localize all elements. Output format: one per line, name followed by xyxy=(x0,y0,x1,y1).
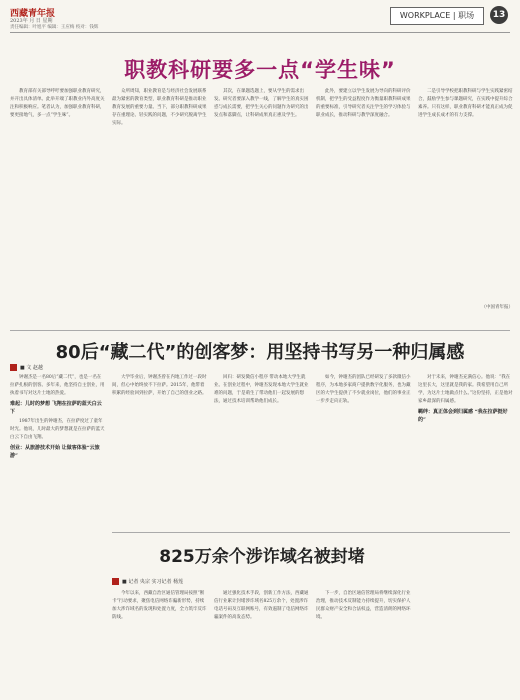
article1-column-3 xyxy=(214,88,309,324)
article3-author: ■ 记者 央宗 实习记者 杨莲 xyxy=(122,579,184,585)
article2-author: ■ 文 赵越 xyxy=(20,365,43,371)
headline-vocational-research: 职教科研要多一点“学生味” xyxy=(124,58,396,82)
section-tag: WORKPLACE | 职场 xyxy=(390,7,484,25)
pen-icon xyxy=(112,578,119,585)
article2-paragraph: 回归：研发微信小程序 带动本地大学生就业。在创业过程中，钟谢杰发现本地大学生就业难的问题，于是萌生了带动他们一起发展的想法，通过技术培训帮助他们成长。 xyxy=(214,375,309,404)
article3-column-1 xyxy=(112,590,207,692)
article2-paragraph: 1987年出生的钟谢杰，在拉萨度过了童年时光。他说，儿时最大的梦想就是在拉萨的蓝天白云下自由飞翔。 xyxy=(10,419,105,440)
masthead xyxy=(0,0,520,44)
article1-column-5 xyxy=(418,88,513,324)
headline-fraud-domains: 825万余个涉诈域名被封堵 xyxy=(159,547,365,567)
headline-maker-dream: 80后“藏二代”的创客梦：用坚持书写另一种归属感 xyxy=(55,342,465,363)
article2-subheading: 羁绊：真正体会到归属感 “我在拉萨挺好的” xyxy=(418,409,508,423)
article1-column-2 xyxy=(112,88,207,324)
article3-paragraph: 今年以来，西藏自治区通信管理局按照“断卡”行动要求，聚焦电信网络诈骗新形势，持续加大涉诈域名的发现和处置力度，全力筑牢反诈防线。 xyxy=(112,591,207,620)
article1-paragraph: 此外，要建立以学生发展为导向的科研评价机制，把学生的受益程度作为衡量职教科研成果的重要标准，引导研究者关注学生的学习体验与职业成长，推动科研与教学深度融合。 xyxy=(316,89,411,118)
pen-icon xyxy=(10,364,17,371)
article1-paragraph: 其次，在课题选题上，要从学生的需求出发。研究者要深入教学一线，了解学生的真实困惑与成长需要，把学生关心的问题作为研究的出发点和落脚点，让科研成果真正惠及学生。 xyxy=(214,89,309,118)
article2-column-2 xyxy=(112,374,207,524)
article1-paragraph: 教育部有关部导呼吁要加强职业教育研究，并开出具体清单。此举开端了职教业内外高度关注和积极响应。笔者认为，加强职业教育科研，要更接地气，多一点“学生味”。 xyxy=(10,89,105,118)
article1-paragraph: 众所周知，职业教育是与经济社会发展联系最为紧密的教育类型，职业教育科研是推动职业教育发展的重要力量。当下，部分职教科研成果存在重理论、轻实践的问题，不少研究脱离学生实际。 xyxy=(112,89,207,126)
article2-paragraph: 大学毕业后，钟谢杰曾在内地工作过一段时间，但心中始终放不下拉萨。2015年，他带着积累的经验回到拉萨，开始了自己的创业之路。 xyxy=(112,375,207,396)
article3-byline xyxy=(112,578,183,585)
article2-column-1 xyxy=(10,374,105,692)
article2-paragraph: 对于未来，钟谢杰充满信心。他说：“我在这里长大，这里就是我的家。我希望用自己所学，为这片土地做点什么。”这份坚持，正是他对家乡最深的归属感。 xyxy=(418,375,513,404)
article3-paragraph: 通过强化技术手段，创新工作方法，西藏通信行业累计封堵涉诈域名825万余个，处置涉诈电话号码及互联网账号，有效遏制了电信网络诈骗案件的高发态势。 xyxy=(214,591,309,620)
article2-byline xyxy=(10,364,43,371)
section-divider xyxy=(10,330,510,331)
article3-column-3 xyxy=(316,590,411,692)
section-divider xyxy=(112,532,510,533)
article2-subheading: 创业：从旅游技术开始 让做客体验“云旅游” xyxy=(10,445,100,459)
page-number-badge: 13 xyxy=(490,6,508,24)
article2-paragraph: 如今，钟谢杰的团队已经研发了多款微信小程序，为本地多家商户提供数字化服务，也为藏区的大学生提供了不少就业岗位，他们的事业正一步步走向正轨。 xyxy=(316,375,411,404)
paper-name: 西藏青年报 xyxy=(10,9,56,19)
article2-paragraph: 钟谢杰是一名80后“藏二代”，也是一名在拉萨扎根的创客。多年来，他坚持自主创业，用执着书写对这片土地的热爱。 xyxy=(10,375,105,396)
article2-column-5 xyxy=(418,374,513,692)
editor-line: 责任编辑：叶旭平 编辑：王应梅 校对：钱辉 xyxy=(10,25,99,30)
date-line: 2023年 月 日 星期 xyxy=(10,18,53,24)
article1-source: （中国青年报） xyxy=(481,305,513,310)
masthead-divider xyxy=(10,32,510,33)
article1-paragraph: 二是引导学校把职教科研与学生实践紧密结合，鼓励学生参与课题研究，在实践中提升综合素养。只有这样，职业教育科研才能真正成为促进学生成长成才的有力支撑。 xyxy=(418,89,513,118)
article2-subheading: 难起：儿时的梦想 飞翔在拉萨的蓝天白云下 xyxy=(10,401,102,415)
article1-column-4 xyxy=(316,88,411,324)
article2-column-3 xyxy=(214,374,309,524)
article3-paragraph: 下一步，自治区通信管理局将继续深化行业治理，推动技术反制能力持续提升，切实保护人民群众财产安全和合法权益，营造清朗的网络环境。 xyxy=(316,591,411,620)
article3-column-2 xyxy=(214,590,309,692)
article1-column-1 xyxy=(10,88,105,324)
article2-column-4 xyxy=(316,374,411,524)
